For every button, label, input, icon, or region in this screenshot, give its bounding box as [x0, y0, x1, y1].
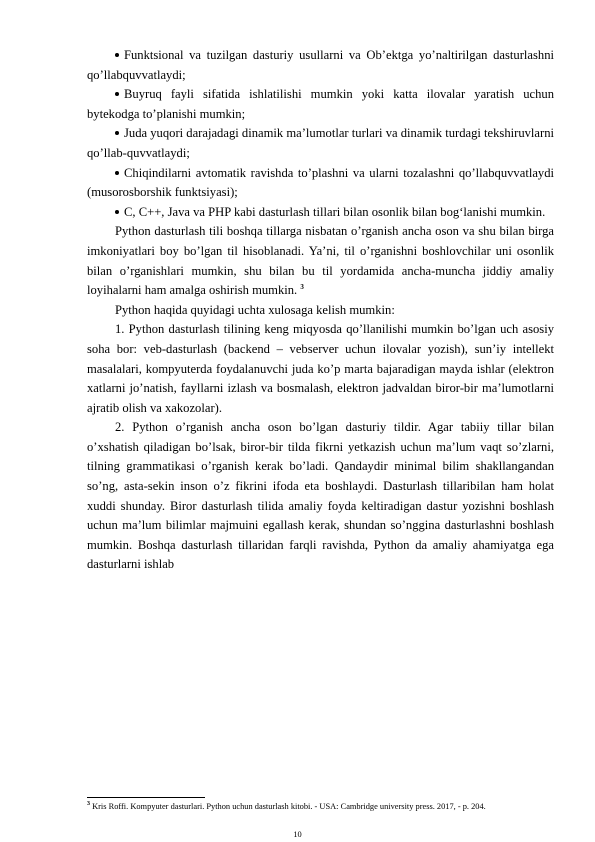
page-number: 10	[293, 830, 302, 839]
paragraph-intro	[87, 222, 554, 300]
bullet-icon	[115, 171, 119, 175]
bullet-item	[87, 46, 554, 85]
main-text	[87, 46, 554, 575]
bullet-item	[87, 164, 554, 203]
footnote-number: 3	[87, 801, 90, 808]
numbered-point-2: 2. Python o’rganish ancha oson bo’lgan dasturiy tildir. Agar tabiiy tillar bilan o’xshatish qiladigan bo’lsak, biror-bir tilda fikrni yetkazish uchun ma’lum vaqt so’zlarni, tilning grammatikasi o’rganish kerak bo’ladi. Qandaydir minimal bilim shakllangandan so’ng, asta-sekin inson o’z fikrini ifoda eta boshlaydi. Dasturlash tillaribilan ham holat xuddi shunday. Biror dasturlash tilida amaliy foyda keltiradigan dastur yozishni boshlash uchun ma’lum bilimlar majmuini egallash kerak, shundan so’nggina dasturlashni boshlash mumkin. Boshqa dasturlash tillaridan farqli ravishda, Python da amaliy ahamiyatga ega dasturlarni ishlab	[87, 420, 554, 572]
bullet-text: Juda yuqori darajadagi dinamik ma’lumotlar turlari va dinamik turdagi tekshiruvlarni qo’llab-quvvatlaydi;	[87, 126, 554, 160]
bullet-text: Buyruq fayli sifatida ishlatilishi mumkin yoki katta ilovalar yaratish uchun bytekodga to’planishi mumkin;	[87, 87, 554, 121]
bullet-item	[87, 203, 554, 223]
bullet-icon	[115, 53, 119, 57]
footnote	[87, 800, 554, 814]
numbered-point-1: 1. Python dasturlash tilining keng miqyosda qo’llanilishi mumkin bo’lgan uch asosiy soha bor: veb-dasturlash (backend – vebserver uchun ilovalar yozish), sun’iy intellekt masalalari, kompyuterda foydalanuvchi juda ko’p marta bajaradigan mayda ishlar (elektron xatlarni jo’natish, fayllarni izlash va bosmalash, elektron jadvaldan biror-bir ma’lumotlarni ajratib olish va xakozolar).	[87, 322, 554, 415]
footnote-separator	[87, 797, 205, 798]
bullet-item	[87, 85, 554, 124]
bullet-text: Chiqindilarni avtomatik ravishda to’plashni va ularni tozalashni qo’llabquvvatlaydi (musorosborshik funktsiyasi);	[87, 165, 554, 200]
paragraph-intro-text: Python dasturlash tili boshqa tillarga nisbatan o’rganish ancha oson va shu bilan birga imkoniyatlari boy bo’lgan til hisoblanadi. Ya’ni, til o’rganishni boshlovchilar uni osonlik bilan o’rganishlari mumkin, shu bilan bu til yordamida ancha-muncha jiddiy amaliy loyihalarni ham amalga oshirish mumkin.	[87, 224, 554, 298]
paragraph-conclusion-lead: Python haqida quyidagi uchta xulosaga kelish mumkin:	[115, 302, 395, 317]
footnote-text: Kris Roffi. Kompyuter dasturlari. Python uchun dasturlash kitobi. - USA: Cambridge university press. 2017, - p. 204.	[90, 802, 486, 811]
bullet-text: Funktsional va tuzilgan dasturiy usullarni va Ob’ektga yo’naltirilgan dasturlashni qo’llabquvvatlaydi;	[87, 48, 554, 82]
bullet-text: C, C++, Java va PHP kabi dasturlash tillari bilan osonlik bilan bog‘lanishi mumkin.	[124, 204, 546, 219]
bullet-icon	[115, 92, 119, 96]
footnote-reference: 3	[300, 282, 304, 291]
bullet-icon	[115, 131, 119, 135]
bullet-item	[87, 124, 554, 163]
bullet-icon	[115, 210, 119, 214]
